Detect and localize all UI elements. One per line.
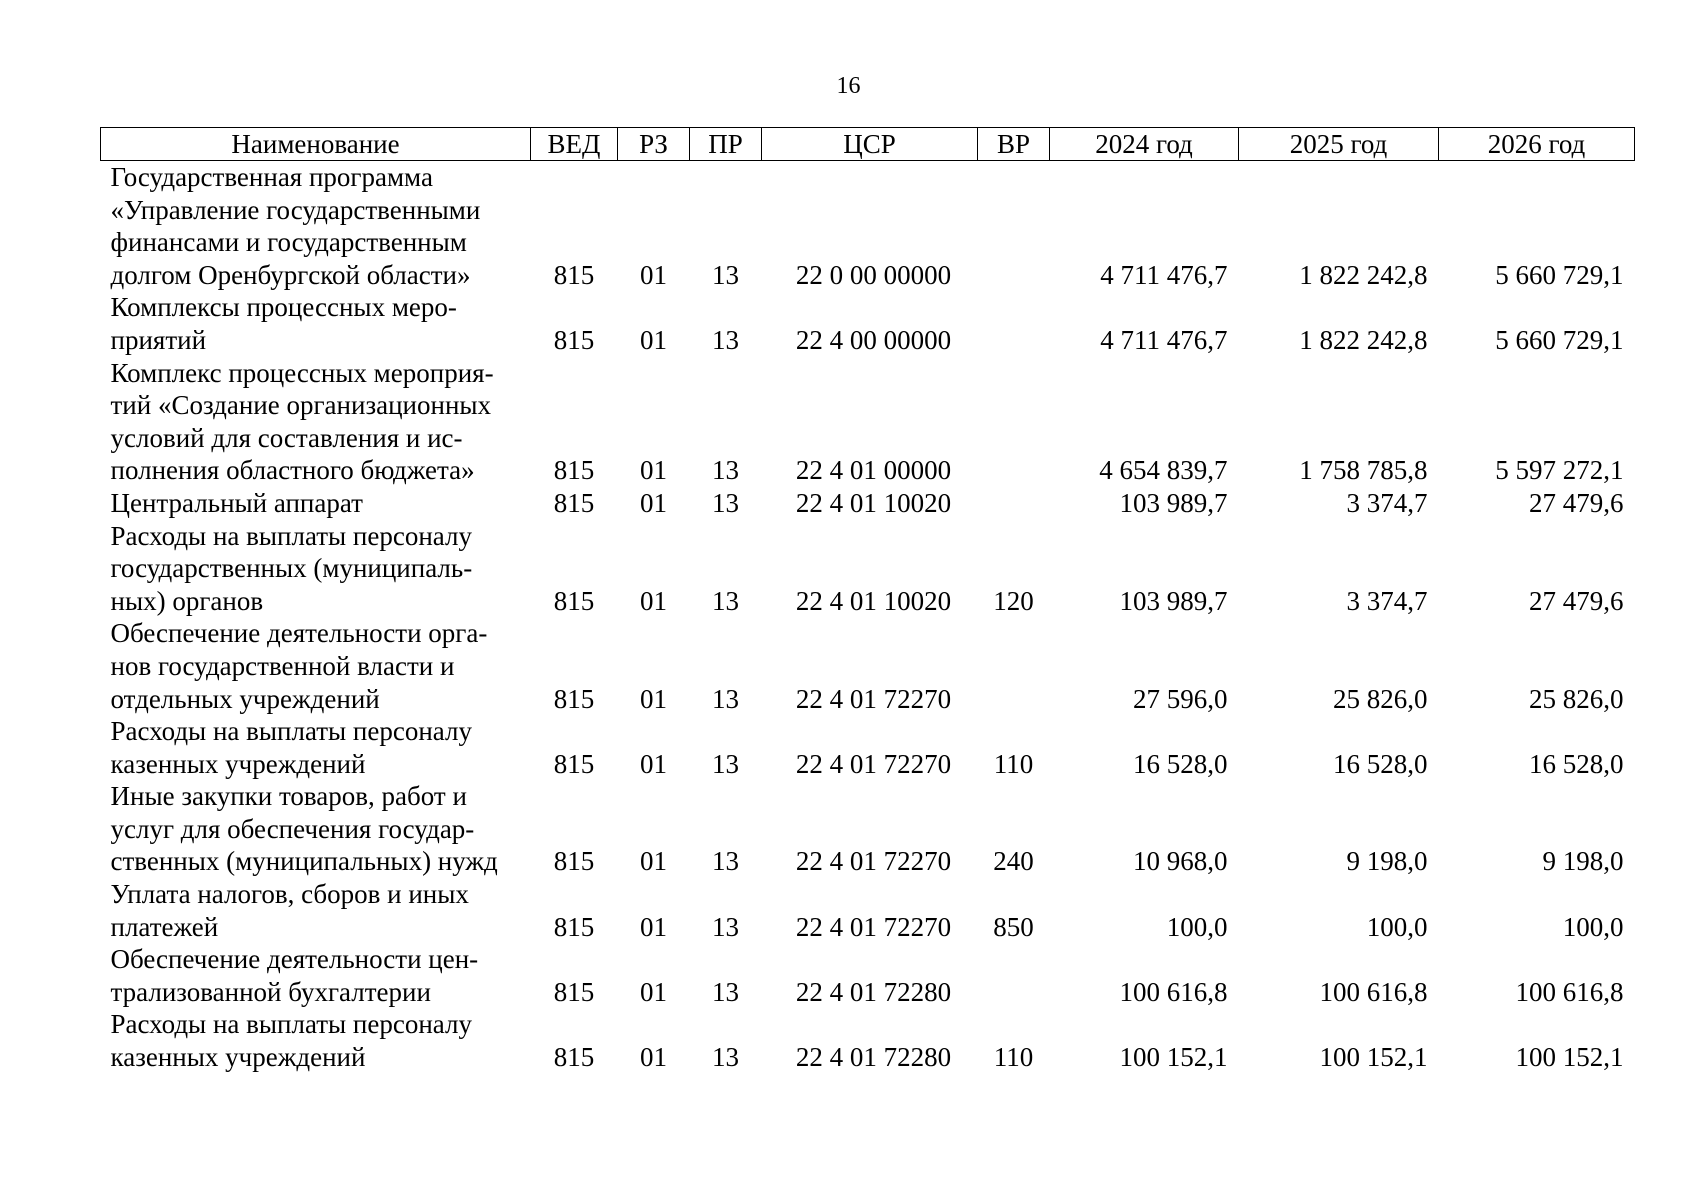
cell-pr: 13 [712, 487, 739, 518]
name-line: нов государственной власти и [110, 650, 455, 681]
cell-pr: 13 [712, 911, 739, 942]
header-pr: ПР [690, 128, 762, 161]
header-name: Наименование [101, 128, 531, 161]
cell-2024: 10 968,0 [1133, 846, 1228, 877]
cell-2025: 3 374,7 [1346, 585, 1428, 616]
cell-name [101, 161, 531, 292]
cell-2024: 103 989,7 [1119, 487, 1228, 518]
cell-rz: 01 [640, 976, 667, 1007]
table-row [101, 357, 1635, 487]
cell-2025: 1 822 242,8 [1299, 324, 1428, 355]
cell-pr: 13 [712, 455, 739, 486]
name-line: полнения областного бюджета» [110, 455, 475, 486]
cell-2025: 3 374,7 [1346, 487, 1428, 518]
cell-pr: 13 [712, 259, 739, 290]
table-row [101, 1008, 1635, 1073]
cell-2025: 16 528,0 [1333, 748, 1428, 779]
cell-2024: 16 528,0 [1133, 748, 1228, 779]
cell-rz: 01 [640, 455, 667, 486]
cell-csr: 22 4 01 72280 [795, 1042, 952, 1073]
table-row [101, 780, 1635, 878]
cell-vr: 110 [993, 748, 1034, 779]
table-row [101, 943, 1635, 1008]
cell-2024: 4 711 476,7 [1100, 324, 1228, 355]
table-body [101, 161, 1635, 1074]
cell-2026: 5 660 729,1 [1495, 324, 1624, 355]
cell-2026: 25 826,0 [1529, 683, 1624, 714]
cell-rz: 01 [640, 487, 667, 518]
cell-ved: 815 [553, 911, 595, 942]
name-line: государственных (муниципаль- [110, 553, 473, 584]
cell-rz: 01 [640, 585, 667, 616]
cell-csr: 22 4 01 72270 [795, 911, 952, 942]
cell-rz: 01 [640, 1042, 667, 1073]
cell-ved: 815 [553, 585, 595, 616]
cell-2026: 100,0 [1562, 911, 1624, 942]
cell-vr: 120 [993, 585, 1034, 616]
cell-2024: 103 989,7 [1119, 585, 1228, 616]
cell-csr: 22 4 01 72270 [795, 748, 952, 779]
cell-name [101, 487, 531, 520]
cell-vr: 240 [993, 846, 1034, 877]
table-row [101, 161, 1635, 292]
name-line: ственных (муниципальных) нужд [110, 846, 498, 877]
table-header-row [101, 128, 1635, 161]
cell-2026: 100 152,1 [1515, 1042, 1624, 1073]
name-line: отдельных учреждений [110, 683, 380, 714]
cell-2026: 5 597 272,1 [1495, 455, 1624, 486]
cell-ved: 815 [553, 748, 595, 779]
cell-vr [978, 357, 1050, 487]
cell-2024: 27 596,0 [1133, 683, 1228, 714]
name-line: Уплата налогов, сборов и иных [110, 879, 469, 910]
name-line: Обеспечение деятельности цен- [110, 944, 479, 975]
cell-pr: 13 [712, 846, 739, 877]
name-line: услуг для обеспечения государ- [110, 813, 475, 844]
header-csr: ЦСР [762, 128, 978, 161]
cell-csr: 22 0 00 00000 [795, 259, 952, 290]
name-line: Расходы на выплаты персоналу [110, 716, 472, 747]
cell-vr [978, 487, 1050, 520]
cell-rz: 01 [640, 683, 667, 714]
cell-rz: 01 [640, 911, 667, 942]
name-line: финансами и государственным [110, 227, 467, 258]
cell-name [101, 357, 531, 487]
cell-vr [978, 617, 1050, 715]
cell-2025: 1 758 785,8 [1299, 455, 1428, 486]
name-line: Комплекс процессных мероприя- [110, 357, 494, 388]
cell-ved: 815 [553, 1042, 595, 1073]
cell-ved: 815 [553, 683, 595, 714]
cell-vr [978, 291, 1050, 356]
cell-2024: 100 616,8 [1119, 976, 1228, 1007]
cell-ved: 815 [553, 976, 595, 1007]
cell-rz: 01 [640, 748, 667, 779]
cell-2025: 100 616,8 [1319, 976, 1428, 1007]
cell-2026: 27 479,6 [1529, 487, 1624, 518]
header-ved: ВЕД [531, 128, 618, 161]
cell-2026: 9 198,0 [1542, 846, 1624, 877]
name-line: Расходы на выплаты персоналу [110, 1009, 472, 1040]
cell-2026: 27 479,6 [1529, 585, 1624, 616]
cell-rz: 01 [640, 259, 667, 290]
cell-name [101, 520, 531, 618]
cell-2025: 25 826,0 [1333, 683, 1428, 714]
cell-name [101, 878, 531, 943]
cell-name [101, 617, 531, 715]
name-line: приятий [110, 324, 207, 355]
name-line: условий для составления и ис- [110, 422, 463, 453]
cell-pr: 13 [712, 585, 739, 616]
cell-rz: 01 [640, 846, 667, 877]
cell-2024: 4 654 839,7 [1099, 455, 1228, 486]
name-line: трализованной бухгалтерии [110, 976, 431, 1007]
budget-table [100, 127, 1635, 1074]
cell-2026: 100 616,8 [1515, 976, 1624, 1007]
cell-name [101, 780, 531, 878]
cell-csr: 22 4 01 00000 [795, 455, 952, 486]
table-row [101, 487, 1635, 520]
cell-csr: 22 4 01 72280 [795, 976, 952, 1007]
header-2024: 2024 год [1050, 128, 1239, 161]
name-line: ных) органов [110, 585, 264, 616]
name-line: тий «Создание организационных [110, 390, 492, 421]
name-line: Комплексы процессных меро- [110, 292, 457, 323]
name-line: Государственная программа [110, 162, 433, 192]
name-line: Иные закупки товаров, работ и [110, 781, 467, 812]
cell-name [101, 715, 531, 780]
cell-vr: 110 [993, 1042, 1034, 1073]
cell-pr: 13 [712, 976, 739, 1007]
name-line: казенных учреждений [110, 748, 366, 779]
cell-csr: 22 4 01 72270 [795, 683, 952, 714]
cell-ved: 815 [553, 487, 595, 518]
header-2025: 2025 год [1239, 128, 1439, 161]
name-line: Центральный аппарат [110, 487, 363, 518]
cell-ved: 815 [553, 259, 595, 290]
cell-2025: 100,0 [1366, 911, 1428, 942]
cell-2024: 100 152,1 [1119, 1042, 1228, 1073]
cell-name [101, 1008, 531, 1073]
cell-2024: 100,0 [1166, 911, 1228, 942]
cell-vr: 850 [993, 911, 1034, 942]
name-line: Расходы на выплаты персоналу [110, 520, 472, 551]
table-row [101, 878, 1635, 943]
cell-2025: 1 822 242,8 [1299, 259, 1428, 290]
cell-csr: 22 4 00 00000 [795, 324, 952, 355]
table-row [101, 715, 1635, 780]
cell-name [101, 291, 531, 356]
cell-vr [978, 161, 1050, 292]
page-number: 16 [836, 73, 861, 99]
header-vr: ВР [978, 128, 1050, 161]
cell-ved: 815 [553, 324, 595, 355]
cell-ved: 815 [553, 846, 595, 877]
cell-2024: 4 711 476,7 [1100, 259, 1228, 290]
header-rz: РЗ [618, 128, 690, 161]
cell-name [101, 943, 531, 1008]
name-line: Обеспечение деятельности орга- [110, 618, 488, 649]
name-line: платежей [110, 911, 219, 942]
cell-ved: 815 [553, 455, 595, 486]
cell-vr [978, 943, 1050, 1008]
cell-2025: 100 152,1 [1319, 1042, 1428, 1073]
cell-pr: 13 [712, 1042, 739, 1073]
name-line: долгом Оренбургской области» [110, 259, 471, 290]
cell-csr: 22 4 01 72270 [795, 846, 952, 877]
table-row [101, 291, 1635, 356]
table-row [101, 617, 1635, 715]
cell-2026: 5 660 729,1 [1495, 259, 1624, 290]
cell-pr: 13 [712, 324, 739, 355]
cell-rz: 01 [640, 324, 667, 355]
cell-pr: 13 [712, 683, 739, 714]
cell-2026: 16 528,0 [1529, 748, 1624, 779]
name-line: казенных учреждений [110, 1042, 366, 1073]
cell-pr: 13 [712, 748, 739, 779]
name-line: «Управление государственными [110, 194, 481, 225]
cell-2025: 9 198,0 [1346, 846, 1428, 877]
header-2026: 2026 год [1439, 128, 1635, 161]
table-row [101, 520, 1635, 618]
cell-csr: 22 4 01 10020 [795, 487, 952, 518]
cell-csr: 22 4 01 10020 [795, 585, 952, 616]
